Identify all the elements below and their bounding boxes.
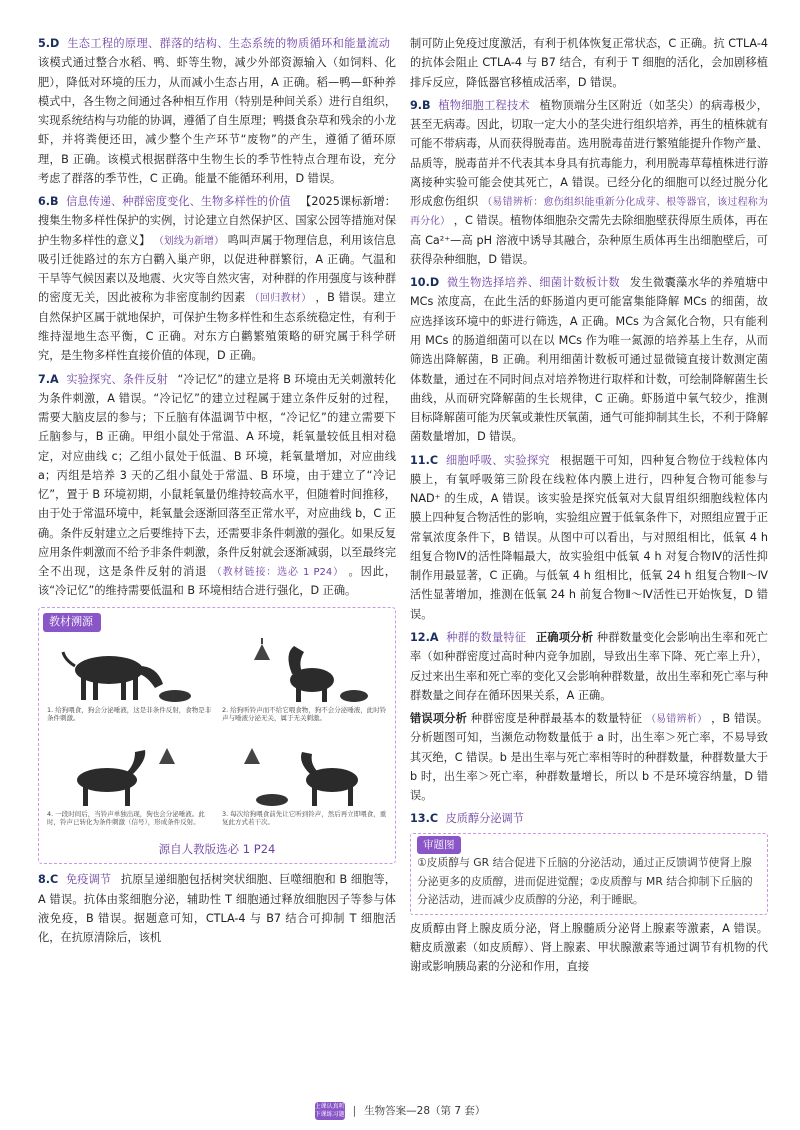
explanation: ，B 错误。分析题图可知，当濒危动物数量低于 a 时，出生率＞死亡率，不易导致其灭绝，C 错误。b 是出生率与死亡率相等时的种群数量，种群数量大于 b 时，出生率＞死亡率，种群数量增长，所以 b 不是环境容纳量，D 错误。 [410,712,768,803]
dog-conditioned-icon [47,740,207,810]
topic-tags: 种群的数量特征 [446,630,527,644]
answer-number: 13.C [410,812,439,826]
margin-note: （划线为新增） [153,235,225,247]
topic-tags: 免疫调节 [65,873,112,887]
topic-tags: 信息传递、种群密度变化、生物多样性的价值 [66,195,291,209]
figure-caption: 1. 给狗喂食，狗会分泌唾液，这是非条件反射，食物是非条件刺激。 [47,705,212,723]
explanation: 种群密度是种群最基本的数量特征 [470,712,643,726]
figure-caption: 2. 给狗听铃声而不给它喂食物，狗不会分泌唾液，此时铃声与唾液分泌无关，属于无关刺激。 [222,705,387,723]
margin-note: （易错辨析） [645,714,708,726]
explanation: 鸣叫声属于物理信息，利用该信息吸引迁徙路过的东方白鹳入巢产卵，以促进种群繁衍，A 正确。气温和干旱等气候因素以及地震、火灾等自然灾害，对种群的作用强度与该种群的密度无关，因此被称为非密度制约因素 [38,233,396,305]
margin-note: （易错辨析：愈伤组织能重新分化成芽、根等器官，该过程称为再分化） [410,197,768,228]
figure-panel-3 [222,740,387,836]
right-column [410,34,768,1086]
dog-eating-icon [47,636,207,706]
answer-8 [38,870,396,947]
wrong-analysis-label: 错误项分析 [410,712,468,726]
explanation: 抗原呈递细胞包括树突状细胞、巨噬细胞和 B 细胞等，A 错误。抗体由浆细胞分泌，辅助性 T 细胞通过释放细胞因子等参与体液免疫，B 错误。据题意可知，CTLA-4 与 B7 结合可抑制 T 细胞活化，在抗原清除后，该机 [38,873,396,945]
answer-9 [410,96,768,269]
figure-panel-1 [47,636,212,732]
answer-number: 12.A [410,630,439,644]
answer-12-wrong [410,709,768,805]
answer-number: 8.C [38,873,59,887]
topic-tags: 皮质醇分泌调节 [445,812,524,826]
brand-logo: 上课认真听 下课练习题 [314,1103,345,1118]
correct-analysis-label: 正确项分析 [536,630,594,644]
explanation: 根据题干可知，四种复合物位于线粒体内膜上，有氧呼吸第三阶段在线粒体内膜上进行，四种复合物可能参与 NAD⁺ 的生成，A 错误。该实验是探究低氧对大鼠胃组织细胞线粒体内膜上四种复合物活性的影响，实验组应置于低氧条件下，对照组应置于正常氧浓度条件下，B 错误。从图中可以看出，与对照组相比，低氧 4 h 组复合物Ⅳ的活性降幅最大，故实验组中低氧 4 h 对复合物Ⅳ的活性抑制作用最显著，C 正确。与低氧 4 h 组相比，低氧 24 h 组复合物Ⅱ～Ⅳ活性显著增加，推测在低氧 24 h 前复合物Ⅱ～Ⅳ活性已开始恢复，D 错误。 [410,453,768,621]
explanation: ，C 错误。植物体细胞杂交需先去除细胞壁获得原生质体，再在高 Ca²⁺—高 pH 溶液中诱导其融合，杂种原生质体再生出细胞壁后，可获得杂种细胞，D 错误。 [410,214,768,266]
pavlov-figure [43,634,391,838]
figure-review-box [410,833,768,915]
figure-review-text: ①皮质醇与 GR 结合促进下丘脑的分泌活动，通过正反馈调节使肾上腺分泌更多的皮质醇，进而促进觉醒；②皮质醇与 MR 结合抑制下丘脑的分泌活动，进而减少皮质醇的分泌，利于睡眠。 [417,856,753,907]
answer-6 [38,192,396,365]
figure-caption: 3. 每次给狗喂食前先让它听到铃声，然后再立即喂食，重复此方式若干次。 [222,809,387,827]
answer-number: 10.D [410,276,440,290]
explanation: ，B 错误。建立自然保护区属于就地保护，可保护生物多样性和生态系统稳定性，有利于维持湿地生态平衡，C 正确。对东方白鹳繁殖策略的研究属于科学研究，是生物多样性直接价值的体现，D 正确。 [38,291,396,363]
margin-note: （回归教材） [249,293,312,305]
explanation: 种群数量变化会影响出生率和死亡率（如种群密度过高时种内竞争加剧，导致出生率下降、死亡率上升），反过来出生率和死亡率的变化又会影响种群数量，故出生率和死亡率与种群数量之间存在循环因果关系，A 正确。 [410,630,768,702]
figure-panel-4 [47,740,212,836]
footer-separator: | [352,1104,357,1117]
explanation: “冷记忆”的建立是将 B 环境由无关刺激转化为条件刺激，A 错误。“冷记忆”的建立过程属于建立条件反射的过程，需要大脑皮层的参与；下丘脑有体温调节中枢，“冷记忆”的建立需要下丘脑参与，B 正确。甲组小鼠处于常温、A 环境，耗氧量较低且相对稳定，对应曲线 c；乙组小鼠处于低温、B 环境，耗氧量增加，对应曲线 a；丙组是培养 3 天的乙组小鼠处于常温、B 环境，由于建立了“冷记忆”，置于 B 环境初期，小鼠耗氧量仍维持较高水平，但随着时间推移，由于处于常温环境中，耗氧量会逐渐回落至正常水平，对应曲线 b，C 正确。条件反射建立之后要维持下去，还需要非条件刺激的强化。如果反复应用条件刺激而不给予非条件刺激，条件反射就会逐渐减弱，以至最终完全不出现，这是条件反射的消退 [38,372,396,579]
answer-5 [38,34,396,188]
answer-12 [410,628,768,705]
explanation: 发生微囊藻水华的养殖塘中 MCs 浓度高，在此生活的虾肠道内更可能富集能降解 MCs 的细菌，故应选择该环境中的虾进行筛选，A 正确。MCs 为含氮化合物，只有能利用 MCs 的肠道细菌可以在以 MCs 作为唯一氮源的培养基上生存，从而筛选出降解菌，B 正确。利用细菌计数板可通过显微镜直接计数测定菌体数量，通过在不同时间点对培养物进行取样和计数，可绘制降解菌生长曲线，从而研究降解菌的生长规律，C 正确。虾肠道中氧气较少，推测目标降解菌可能为厌氧或兼性厌氧菌，通气可能抑制其生长，不利于降解菌数量增加，D 错误。 [410,276,768,444]
answer-8-continued: 制可防止免疫过度激活，有利于机体恢复正常状态，C 正确。抗 CTLA-4 的抗体会阻止 CTLA-4 与 B7 结合，有利于 T 细胞的活化，会加剧移植排斥反应，降低器官移植成活率，D 错误。 [410,37,768,89]
figure-review-header: 审题图 [417,836,461,854]
answer-number: 11.C [410,453,439,467]
dog-bell-icon [222,636,382,706]
answer-7 [38,370,396,601]
topic-tags: 植物细胞工程技术 [438,98,530,112]
topic-tags: 细胞呼吸、实验探究 [445,453,551,467]
answer-10 [410,273,768,446]
explanation: 该模式通过整合水稻、鸭、虾等生物，减少外部资源输入（如饲料、化肥），降低对环境的压力，从而减小生态占用，A 正确。稻—鸭—虾种养模式中，各生物之间通过各种相互作用（特别是种间关系）进行自组织，实现系统结构与功能的协调，遵循了自生原理；鸭摄食杂草和残余的小龙虾，并将粪便还田，减少整个生产环节“废物”的产生，遵循了循环原理，B 正确。该模式根据群落中生物生长的季节性特点合理布设，充分考虑了群落的季节性，C 正确。能量不能循环利用，D 错误。 [38,56,396,185]
topic-tags: 微生物选择培养、细菌计数板计数 [447,276,621,290]
answer-number: 6.B [38,195,59,209]
curriculum-note: 【2025课标新增：搜集生物多样性保护的实例，讨论建立自然保护区、国家公园等措施对保护生物多样性的意义】 [38,195,396,247]
page-number: 生物答案—28（第 7 套） [364,1104,486,1117]
left-column [38,34,396,1086]
textbook-source-box [38,607,396,865]
answer-13-text: 皮质醇由肾上腺皮质分泌，肾上腺髓质分泌肾上腺素等激素，A 错误。糖皮质激素（如皮质醇）、肾上腺素、甲状腺激素等通过调节有机物的代谢或影响胰岛素的分泌和作用，直接 [410,921,768,974]
figure-caption: 4. 一段时间后，当铃声单独出现，狗也会分泌唾液。此时，铃声已转化为条件刺激（信号），形成条件反射。 [47,809,205,827]
topic-tags: 生态工程的原理、群落的结构、生态系统的物质循环和能量流动 [67,37,390,50]
answer-number: 9.B [410,98,431,112]
answer-11 [410,451,768,624]
topic-tags: 实验探究、条件反射 [66,372,168,386]
textbook-source-header: 教材溯源 [43,613,101,632]
dog-training-icon [222,740,382,810]
answer-13 [410,809,768,828]
figure-panel-2 [222,636,387,732]
page-footer [0,1096,800,1126]
answer-number: 7.A [38,372,59,386]
answer-number: 5.D [38,37,60,50]
explanation: 植物顶端分生区附近（如茎尖）的病毒极少，甚至无病毒。因此，切取一定大小的茎尖进行组织培养，再生的植株就有可能不带病毒，从而获得脱毒苗。选用脱毒苗进行繁殖能提升作物产量、品质等，脱毒苗并不代表其本身具有抗毒能力，利用脱毒草莓植株进行游离接种实验可能会使其死亡，A 错误。已经分化的细胞可以经过脱分化形成愈伤组织 [410,98,768,209]
margin-note: （教材链接：选必 1 P24） [211,567,345,579]
explanation: 。因此，该“冷记忆”的维持需要低温和 B 环境相结合进行强化，D 正确。 [38,565,396,598]
figure-source: 源自人教版选必 1 P24 [158,841,276,856]
